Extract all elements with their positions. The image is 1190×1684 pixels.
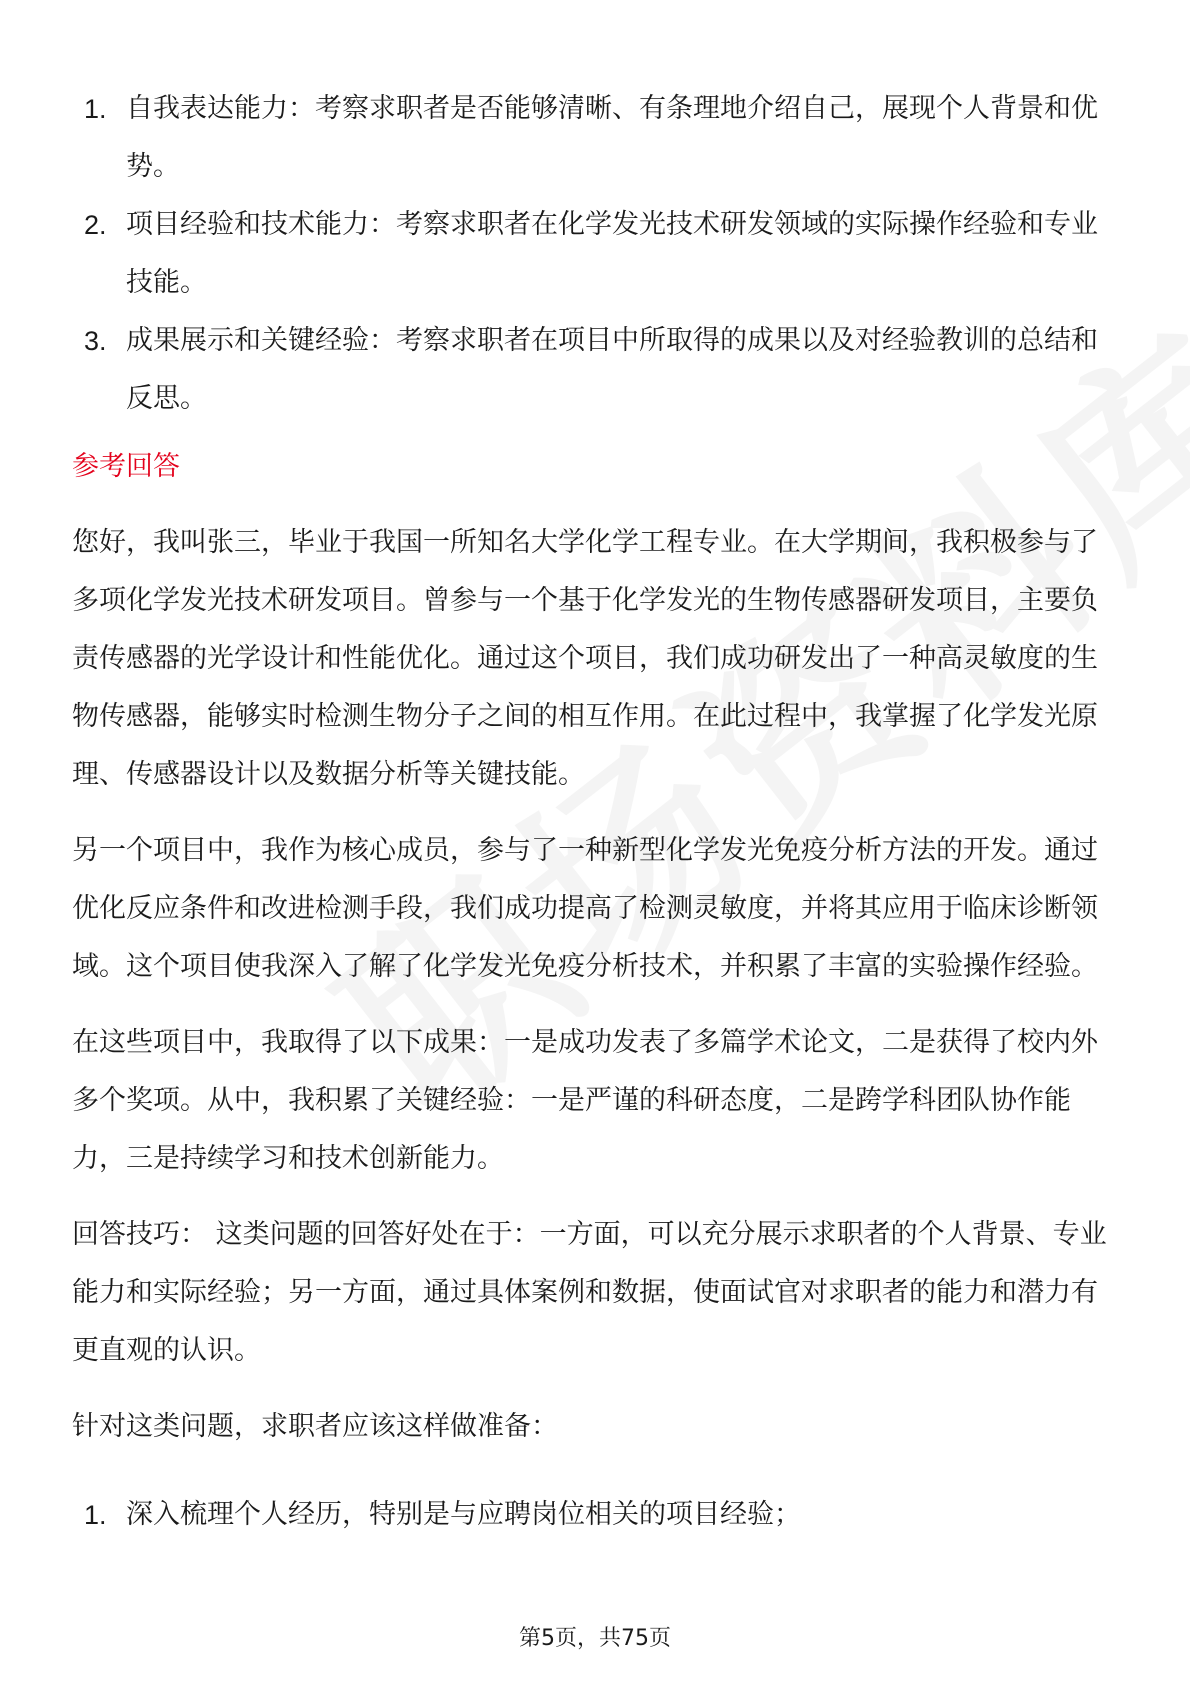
reference-heading: 参考回答 [72, 451, 180, 482]
page-footer: 第5页，共75页 [519, 1626, 671, 1651]
list-text: 成果展示和关键经验：考察求职者在项目中所取得的成果以及对经验教训的总结和反思。 [126, 325, 1098, 414]
list-text: 自我表达能力：考察求职者是否能够清晰、有条理地介绍自己，展现个人背景和优势。 [126, 93, 1098, 182]
list-item [72, 312, 1122, 428]
answer-paragraph: 您好，我叫张三，毕业于我国一所知名大学化学工程专业。在大学期间，我积极参与了多项化学发光技术研发项目。曾参与一个基于化学发光的生物传感器研发项目，主要负责传感器的光学设计和性能优化。通过这个项目，我们成功研发出了一种高灵敏度的生物传感器，能够实时检测生物分子之间的相互作用。在此过程中，我掌握了化学发光原理、传感器设计以及数据分析等关键技能。 [72, 527, 1098, 790]
list-text: 深入梳理个人经历，特别是与应聘岗位相关的项目经验； [126, 1499, 801, 1530]
list-text: 项目经验和技术能力：考察求职者在化学发光技术研发领域的实际操作经验和专业技能。 [126, 209, 1098, 298]
prep-intro: 针对这类问题，求职者应该这样做准备： [72, 1411, 558, 1442]
answer-paragraph: 在这些项目中，我取得了以下成果：一是成功发表了多篇学术论文，二是获得了校内外多个奖项。从中，我积累了关键经验：一是严谨的科研态度，二是跨学科团队协作能力，三是持续学习和技术创新能力。 [72, 1027, 1098, 1174]
list-item [72, 196, 1122, 312]
list-number: 1. [84, 1500, 107, 1530]
answer-paragraph: 另一个项目中，我作为核心成员，参与了一种新型化学发光免疫分析方法的开发。通过优化反应条件和改进检测手段，我们成功提高了检测灵敏度，并将其应用于临床诊断领域。这个项目使我深入了解了化学发光免疫分析技术，并积累了丰富的实验操作经验。 [72, 835, 1098, 982]
list-number: 2. [84, 210, 107, 240]
page-content [72, 80, 1122, 1544]
list-item [72, 80, 1122, 196]
list-item [72, 1486, 1122, 1544]
list-number: 3. [84, 326, 107, 356]
list-number: 1. [84, 94, 107, 124]
tips-paragraph: 回答技巧： 这类问题的回答好处在于：一方面，可以充分展示求职者的个人背景、专业能力和实际经验；另一方面，通过具体案例和数据，使面试官对求职者的能力和潜力有更直观的认识。 [72, 1219, 1107, 1366]
criteria-list [72, 80, 1122, 428]
prep-list [72, 1486, 1122, 1544]
